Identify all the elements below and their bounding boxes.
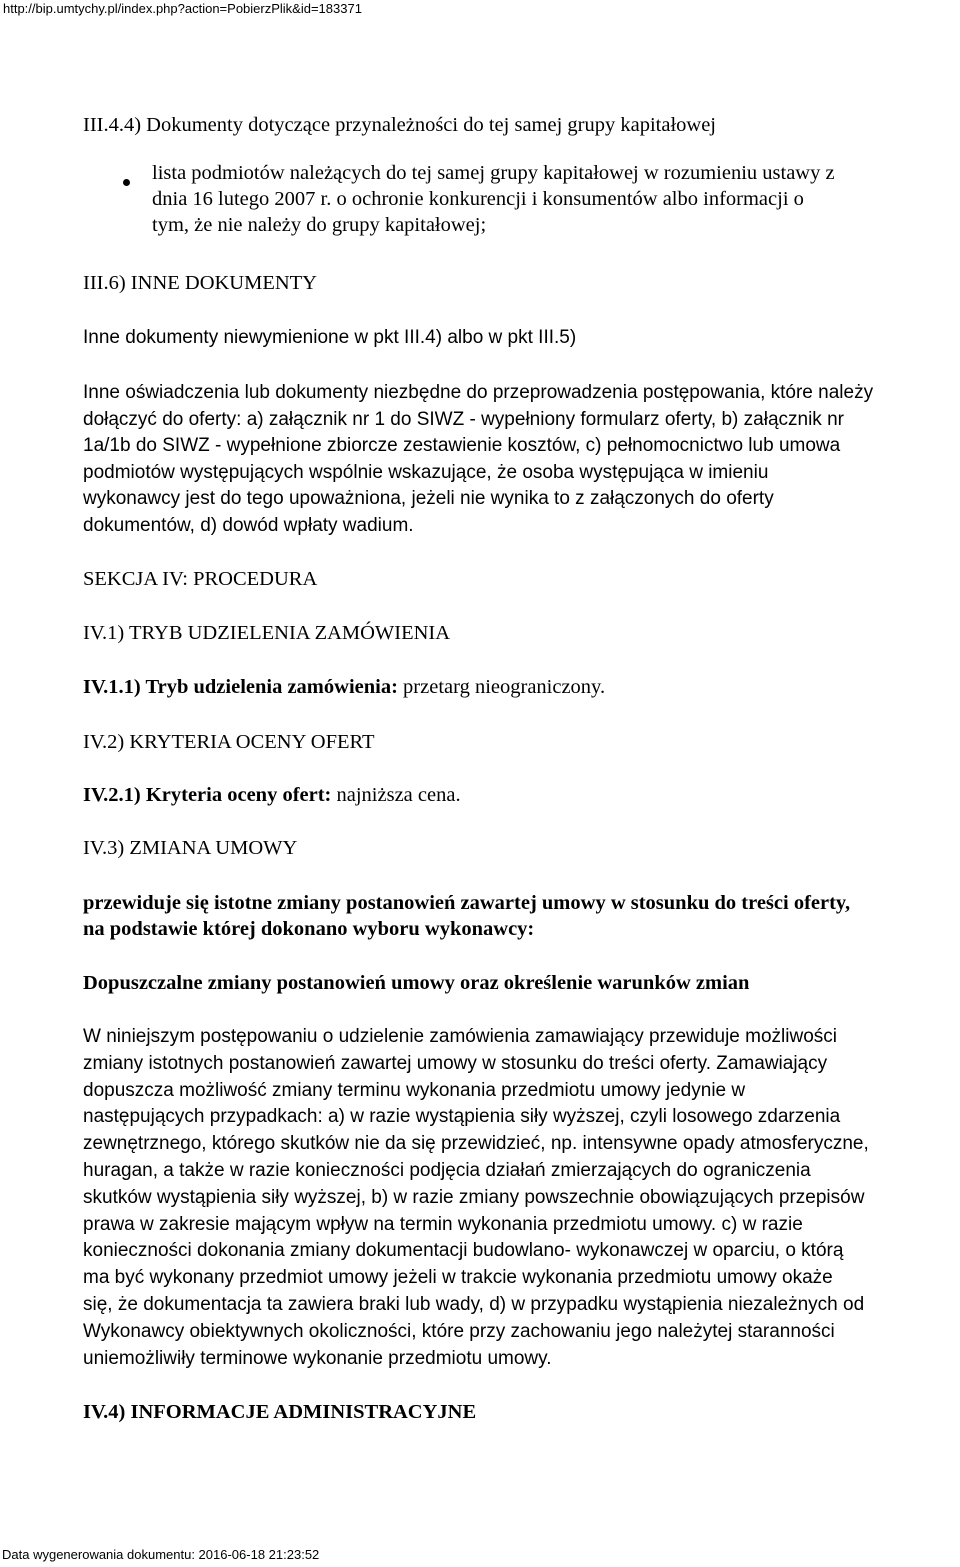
bold-line: na podstawie której dokonano wyboru wykonawcy: <box>83 918 535 940</box>
paragraph-line: podmiotów występujących wspólnie wskazujące, że osoba występująca w imieniu <box>83 461 769 483</box>
paragraph-line: Wykonawcy obiektywnych okoliczności, które przy zachowaniu jego należytej staranności <box>83 1320 835 1342</box>
bullet-dot-icon <box>123 179 130 186</box>
section-iv-title: SEKCJA IV: PROCEDURA <box>83 568 318 590</box>
generation-date-footer: Data wygenerowania dokumentu: 2016-06-18 21:23:52 <box>2 1547 320 1562</box>
dopuszczalne-heading: Dopuszczalne zmiany postanowień umowy oraz określenie warunków zmian <box>83 972 750 994</box>
bullet-line-2: dnia 16 lutego 2007 r. o ochronie konkurencji i konsumentów albo informacji o <box>152 188 804 210</box>
paragraph-line: dołączyć do oferty: a) załącznik nr 1 do SIWZ - wypełniony formularz oferty, b) załącznik nr <box>83 408 844 430</box>
paragraph-line: dokumentów, d) dowód wpłaty wadium. <box>83 514 414 536</box>
paragraph-line: ma być wykonany przedmiot umowy jeżeli w trakcie wykonania przedmiotu umowy okaże <box>83 1267 833 1289</box>
heading-iv-4: IV.4) INFORMACJE ADMINISTRACYJNE <box>83 1401 477 1423</box>
page-url: http://bip.umtychy.pl/index.php?action=PobierzPlik&id=183371 <box>3 1 362 16</box>
paragraph-line: huragan, a także w razie konieczności podjęcia działań zmierzających do ograniczenia <box>83 1159 811 1181</box>
paragraph-line: następujących przypadkach: a) w razie wystąpienia siły wyższej, czyli losowego zdarzenia <box>83 1106 841 1128</box>
heading-iii-4-4: III.4.4) Dokumenty dotyczące przynależności do tej samej grupy kapitałowej <box>83 114 716 136</box>
tryb-label: IV.1.1) Tryb udzielenia zamówienia: <box>83 676 398 698</box>
tryb-udzielenia-line <box>83 674 605 700</box>
heading-iii-6: III.6) INNE DOKUMENTY <box>83 272 317 294</box>
zmiany-paragraph <box>83 1024 960 1372</box>
kryteria-label: IV.2.1) Kryteria oceny ofert: <box>83 784 332 806</box>
heading-iv-2: IV.2) KRYTERIA OCENY OFERT <box>83 731 375 753</box>
paragraph-line: konieczności dokonania zmiany dokumentacji budowlano- wykonawczej w oparciu, o którą <box>83 1240 844 1262</box>
kryteria-value: najniższa cena. <box>331 784 461 806</box>
heading-iv-1: IV.1) TRYB UDZIELENIA ZAMÓWIENIA <box>83 622 451 644</box>
paragraph-line: wykonawcy jest do tego upoważniona, jeżeli nie wynika to z załączonych do oferty <box>83 488 774 509</box>
bullet-line-1: lista podmiotów należących do tej samej grupy kapitałowej w rozumieniu ustawy z <box>152 162 835 184</box>
inne-oswiadczenia-paragraph <box>83 380 960 539</box>
zmiana-bold-paragraph <box>83 890 960 942</box>
heading-iv-3: IV.3) ZMIANA UMOWY <box>83 837 298 859</box>
paragraph-line: prawa w zakresie mającym wpływ na termin wykonania przedmiotu umowy. c) w razie <box>83 1213 803 1235</box>
paragraph-line: uniemożliwiły terminowe wykonanie przedmiotu umowy. <box>83 1347 552 1369</box>
paragraph-line: zmiany istotnych postanowień zawartej umowy w stosunku do treści oferty. Zamawiający <box>83 1052 828 1074</box>
inne-dokumenty-line: Inne dokumenty niewymienione w pkt III.4) albo w pkt III.5) <box>83 327 577 348</box>
tryb-value: przetarg nieograniczony. <box>397 676 606 698</box>
bullet-line-3: tym, że nie należy do grupy kapitałowej; <box>152 214 487 236</box>
bullet-list-item <box>152 160 960 238</box>
paragraph-line: W niniejszym postępowaniu o udzielenie zamówienia zamawiający przewiduje możliwości <box>83 1026 837 1047</box>
paragraph-line: zewnętrznego, którego skutków nie da się przewidzieć, np. intensywne opady atmosferyczne, <box>83 1133 869 1155</box>
kryteria-line <box>83 782 461 808</box>
paragraph-line: 1a/1b do SIWZ - wypełnione zbiorcze zestawienie kosztów, c) pełnomocnictwo lub umowa <box>83 435 841 456</box>
paragraph-line: skutków wystąpienia siły wyższej, b) w razie zmiany powszechnie obowiązujących przepisów <box>83 1186 865 1208</box>
paragraph-line: dopuszcza możliwość zmiany terminu wykonania przedmiotu umowy jedynie w <box>83 1079 746 1101</box>
bold-line: przewiduje się istotne zmiany postanowień zawartej umowy w stosunku do treści oferty, <box>83 892 851 914</box>
paragraph-line: Inne oświadczenia lub dokumenty niezbędne do przeprowadzenia postępowania, które należy <box>83 382 874 403</box>
paragraph-line: się, że dokumentacja ta zawiera braki lub wady, d) w przypadku wystąpienia niezależnych od <box>83 1293 865 1315</box>
